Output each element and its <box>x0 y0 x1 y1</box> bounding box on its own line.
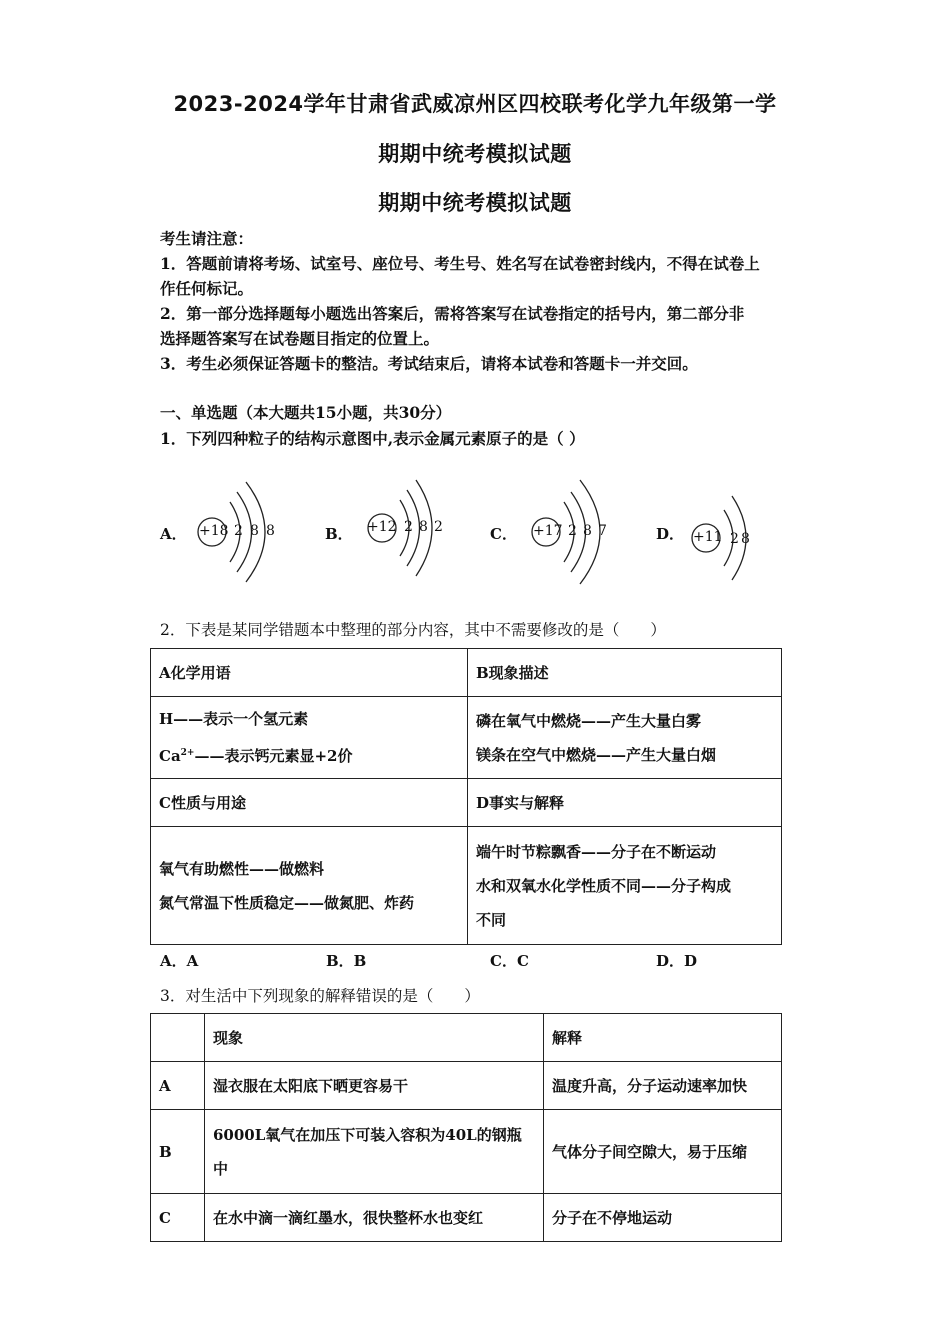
q3-row-explanation: 分子在不停地运动 <box>544 1194 782 1242</box>
q2-c-line1: 氧气有助燃性——做燃料 <box>159 859 325 878</box>
atom-diagram-d <box>688 480 768 594</box>
q3-header-key <box>151 1014 205 1062</box>
q2-cell-b-head: B现象描述 <box>468 649 782 697</box>
q2-choice-a[interactable]: A．A <box>160 952 199 970</box>
nucleus-charge: +17 <box>533 523 563 539</box>
shell-count: 7 <box>598 523 607 539</box>
nucleus-charge: +12 <box>367 519 397 535</box>
section-heading: 一、单选题（本大题共15小题，共30分） <box>160 403 452 422</box>
q3-header-phenomenon: 现象 <box>205 1014 544 1062</box>
q3-row-key: A <box>151 1062 205 1110</box>
q2-cell-c-body <box>151 827 468 945</box>
q2-cell-b-body <box>468 697 782 779</box>
q2-cell-a-head: A化学用语 <box>151 649 468 697</box>
q2-a-line2-text: ——表示钙元素显+2价 <box>194 747 353 765</box>
table-row <box>151 1194 782 1242</box>
q1-option-d-label[interactable]: D． <box>656 525 685 543</box>
q2-a-line2 <box>159 736 459 773</box>
q2-cell-d-body <box>468 827 782 945</box>
notice-line: 2．第一部分选择题每小题选出答案后，需将答案写在试卷指定的括号内，第二部分非 <box>160 304 745 323</box>
q2-choice-d[interactable]: D．D <box>656 952 698 970</box>
q3-row-explanation: 温度升高，分子运动速率加快 <box>544 1062 782 1110</box>
q3-row-key: C <box>151 1194 205 1242</box>
shell-count: 8 <box>741 531 750 547</box>
q2-b-line2: 镁条在空气中燃烧——产生大量白烟 <box>476 745 717 764</box>
q2-choice-c[interactable]: C．C <box>490 952 529 970</box>
q2-stem: 2．下表是某同学错题本中整理的部分内容，其中不需要修改的是（ ） <box>160 621 666 639</box>
q1-stem: 1．下列四种粒子的结构示意图中,表示金属元素原子的是（ ） <box>160 429 585 448</box>
q3-row-phenomenon: 6000L氧气在加压下可装入容积为40L的钢瓶中 <box>205 1110 544 1194</box>
q2-choice-b[interactable]: B．B <box>326 952 367 970</box>
shell-count: 2 <box>234 523 243 539</box>
table-row <box>151 1062 782 1110</box>
notice-line: 选择题答案写在试卷题目指定的位置上。 <box>160 329 440 348</box>
shell-count: 8 <box>250 523 259 539</box>
q2-table <box>150 648 782 945</box>
q2-a-line2-symbol: Ca <box>159 747 181 765</box>
q3-row-phenomenon: 在水中滴一滴红墨水，很快整杯水也变红 <box>205 1194 544 1242</box>
q3-stem: 3．对生活中下列现象的解释错误的是（ ） <box>160 987 480 1005</box>
q1-option-c-label[interactable]: C． <box>490 525 517 543</box>
shell-count: 2 <box>434 519 443 535</box>
atom-diagram-c <box>526 470 616 594</box>
q2-c-line2: 氮气常温下性质稳定——做氮肥、炸药 <box>159 893 415 912</box>
q2-cell-d-head: D事实与解释 <box>468 779 782 827</box>
shell-count: 8 <box>583 523 592 539</box>
atom-diagram-b <box>362 468 452 592</box>
nucleus-charge: +11 <box>693 529 723 545</box>
q3-row-key: B <box>151 1110 205 1194</box>
q2-b-line1: 磷在氧气中燃烧——产生大量白雾 <box>476 711 702 730</box>
q2-d-line3: 不同 <box>476 910 507 929</box>
q3-table <box>150 1013 782 1242</box>
nucleus-charge: +18 <box>199 523 229 539</box>
notice-line: 3．考生必须保证答题卡的整洁。考试结束后，请将本试卷和答题卡一并交回。 <box>160 354 698 373</box>
shell-count: 2 <box>404 519 413 535</box>
q2-d-line2: 水和双氧水化学性质不同——分子构成 <box>476 876 732 895</box>
q2-d-line1: 端午时节粽飘香——分子在不断运动 <box>476 842 717 861</box>
q2-a-line1: H——表示一个氢元素 <box>159 710 309 728</box>
notice-heading: 考生请注意： <box>160 229 254 248</box>
q2-a-line2-charge: 2+ <box>180 748 195 758</box>
q3-row-explanation: 气体分子间空隙大，易于压缩 <box>544 1110 782 1194</box>
shell-count: 8 <box>266 523 275 539</box>
atom-diagram-a <box>192 470 282 594</box>
shell-count: 2 <box>730 531 739 547</box>
page-title-line2: 期期中统考模拟试题 <box>378 142 572 166</box>
table-row <box>151 1110 782 1194</box>
q3-header-explanation: 解释 <box>544 1014 782 1062</box>
q2-cell-a-body <box>151 697 468 779</box>
q3-row-phenomenon: 湿衣服在太阳底下晒更容易干 <box>205 1062 544 1110</box>
q1-option-b-label[interactable]: B． <box>325 525 353 543</box>
shell-count: 8 <box>419 519 428 535</box>
notice-line: 1．答题前请将考场、试室号、座位号、考生号、姓名写在试卷密封线内，不得在试卷上 <box>160 254 760 273</box>
q1-option-a-label[interactable]: A． <box>160 525 187 543</box>
shell-count: 2 <box>568 523 577 539</box>
page-title-line1: 2023-2024学年甘肃省武威凉州区四校联考化学九年级第一学 <box>173 92 777 116</box>
page-title-line3: 期期中统考模拟试题 <box>378 191 572 215</box>
q2-cell-c-head: C性质与用途 <box>151 779 468 827</box>
notice-line: 作任何标记。 <box>160 279 254 298</box>
